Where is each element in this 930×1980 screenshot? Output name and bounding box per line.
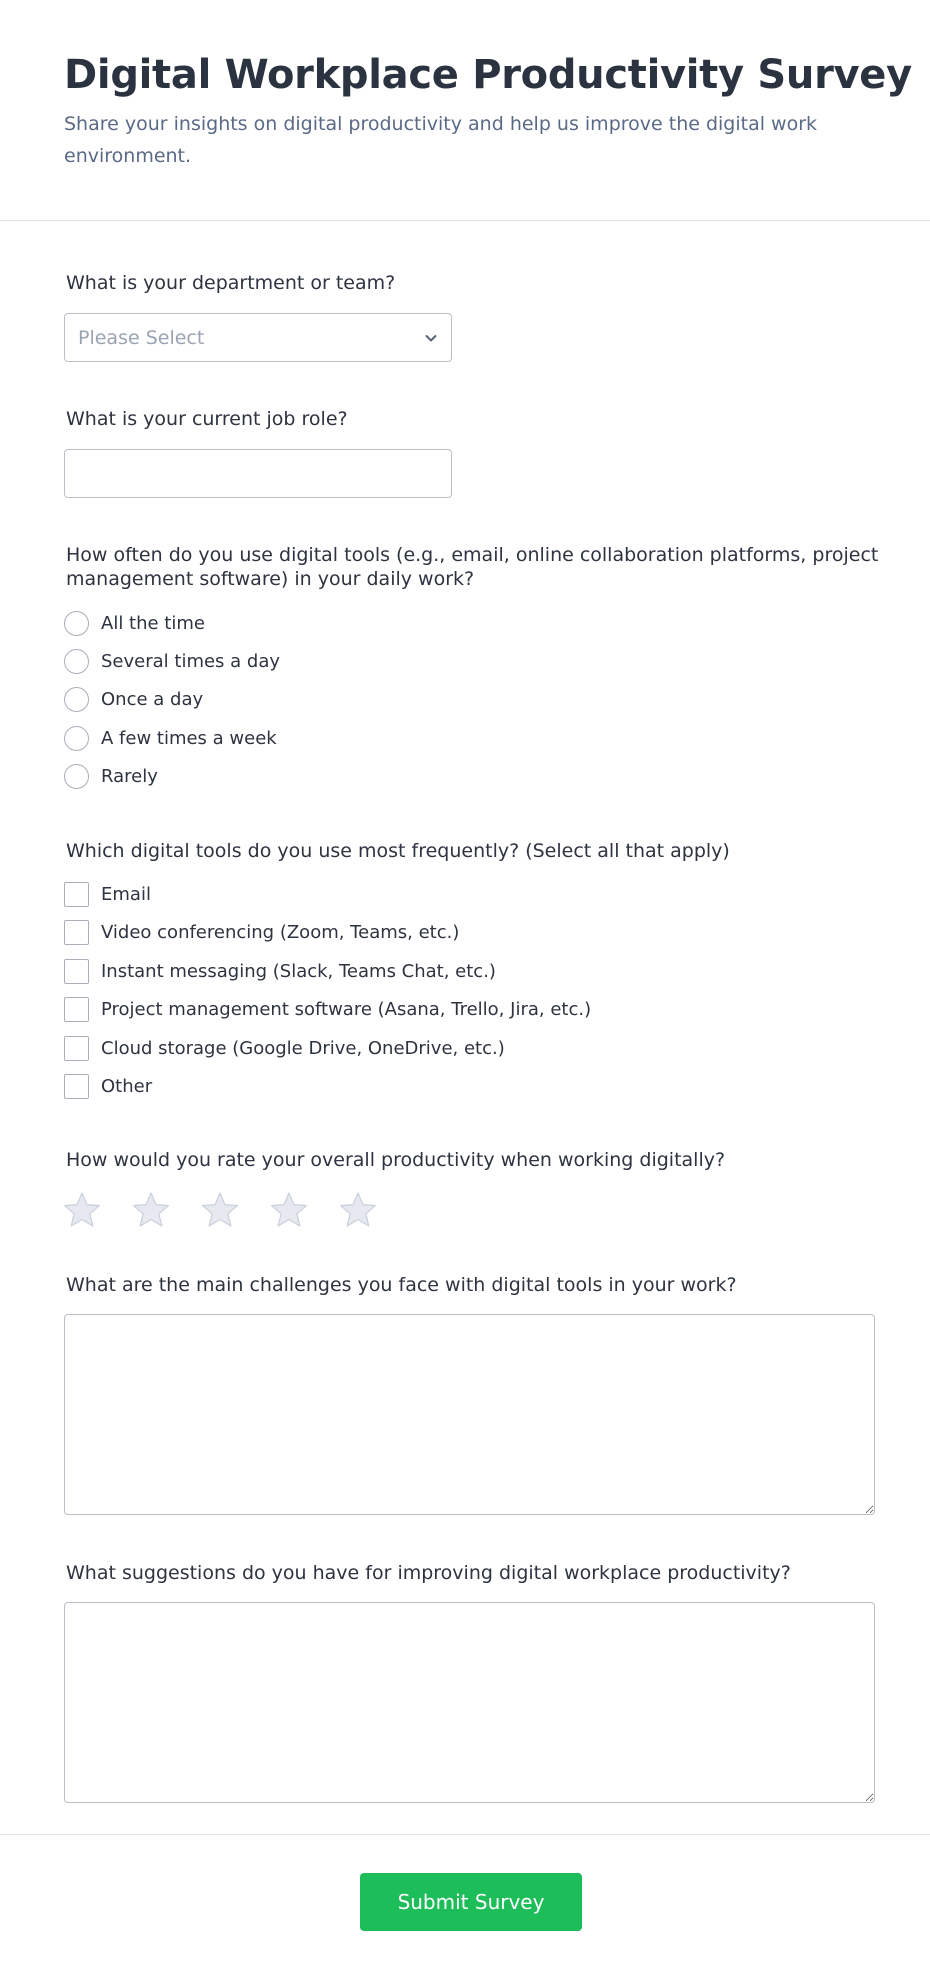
submit-survey-button[interactable]: Submit Survey bbox=[360, 1873, 582, 1931]
checkbox-option-label: Cloud storage (Google Drive, OneDrive, etc.) bbox=[101, 1037, 505, 1059]
suggestions-question-label: What suggestions do you have for improving digital workplace productivity? bbox=[66, 1562, 791, 1584]
chevron-down-icon bbox=[423, 330, 439, 346]
form-header bbox=[0, 0, 930, 221]
radio-option[interactable] bbox=[64, 686, 203, 712]
radio-option-label: Once a day bbox=[101, 688, 204, 710]
page-subtitle: Share your insights on digital productivity and help us improve the digital work environment. bbox=[64, 113, 818, 167]
checkbox-option[interactable] bbox=[64, 881, 151, 907]
department-select[interactable] bbox=[64, 313, 452, 362]
radio-option-label: Several times a day bbox=[101, 650, 281, 672]
star-icon[interactable] bbox=[131, 1190, 171, 1230]
suggestions-textarea[interactable] bbox=[64, 1602, 875, 1803]
checkbox[interactable] bbox=[64, 959, 89, 984]
star-icon[interactable] bbox=[338, 1190, 378, 1230]
radio-option[interactable] bbox=[64, 725, 277, 751]
checkbox-option[interactable] bbox=[64, 919, 459, 945]
tools-question-label: Which digital tools do you use most frequently? (Select all that apply) bbox=[66, 840, 730, 862]
challenges-textarea[interactable] bbox=[64, 1314, 875, 1515]
page-title: Digital Workplace Productivity Survey bbox=[64, 52, 912, 98]
footer-divider bbox=[0, 1834, 930, 1835]
radio-option-label: Rarely bbox=[101, 765, 158, 787]
radio-option[interactable] bbox=[64, 763, 158, 789]
job-role-input[interactable] bbox=[64, 449, 452, 498]
checkbox-option[interactable] bbox=[64, 1035, 505, 1061]
radio-option[interactable] bbox=[64, 648, 280, 674]
department-select-placeholder: Please Select bbox=[78, 327, 205, 349]
star-icon[interactable] bbox=[269, 1190, 309, 1230]
radio-option[interactable] bbox=[64, 610, 205, 636]
checkbox[interactable] bbox=[64, 920, 89, 945]
radio-option-label: All the time bbox=[101, 612, 205, 634]
checkbox[interactable] bbox=[64, 882, 89, 907]
radio-button[interactable] bbox=[64, 649, 89, 674]
checkbox-option[interactable] bbox=[64, 958, 496, 984]
checkbox-option[interactable] bbox=[64, 996, 591, 1022]
checkbox[interactable] bbox=[64, 997, 89, 1022]
radio-button[interactable] bbox=[64, 764, 89, 789]
radio-button[interactable] bbox=[64, 726, 89, 751]
checkbox-option-label: Project management software (Asana, Trello, Jira, etc.) bbox=[101, 998, 592, 1020]
job-role-question-label: What is your current job role? bbox=[66, 408, 348, 430]
department-question-label: What is your department or team? bbox=[66, 272, 396, 294]
checkbox-option-label: Other bbox=[101, 1075, 153, 1097]
challenges-question-label: What are the main challenges you face with digital tools in your work? bbox=[66, 1274, 737, 1296]
checkbox[interactable] bbox=[64, 1036, 89, 1061]
radio-button[interactable] bbox=[64, 687, 89, 712]
star-icon[interactable] bbox=[62, 1190, 102, 1230]
rating-question-label: How would you rate your overall productivity when working digitally? bbox=[66, 1149, 726, 1171]
radio-button[interactable] bbox=[64, 611, 89, 636]
checkbox[interactable] bbox=[64, 1074, 89, 1099]
checkbox-option-label: Email bbox=[101, 883, 151, 905]
star-icon[interactable] bbox=[200, 1190, 240, 1230]
checkbox-option-label: Instant messaging (Slack, Teams Chat, etc.) bbox=[101, 960, 496, 982]
usage-frequency-question-label: How often do you use digital tools (e.g., email, online collaboration platforms, project management software) in your daily work? bbox=[66, 544, 879, 590]
checkbox-option[interactable] bbox=[64, 1073, 152, 1099]
checkbox-option-label: Video conferencing (Zoom, Teams, etc.) bbox=[101, 921, 460, 943]
radio-option-label: A few times a week bbox=[101, 727, 277, 749]
